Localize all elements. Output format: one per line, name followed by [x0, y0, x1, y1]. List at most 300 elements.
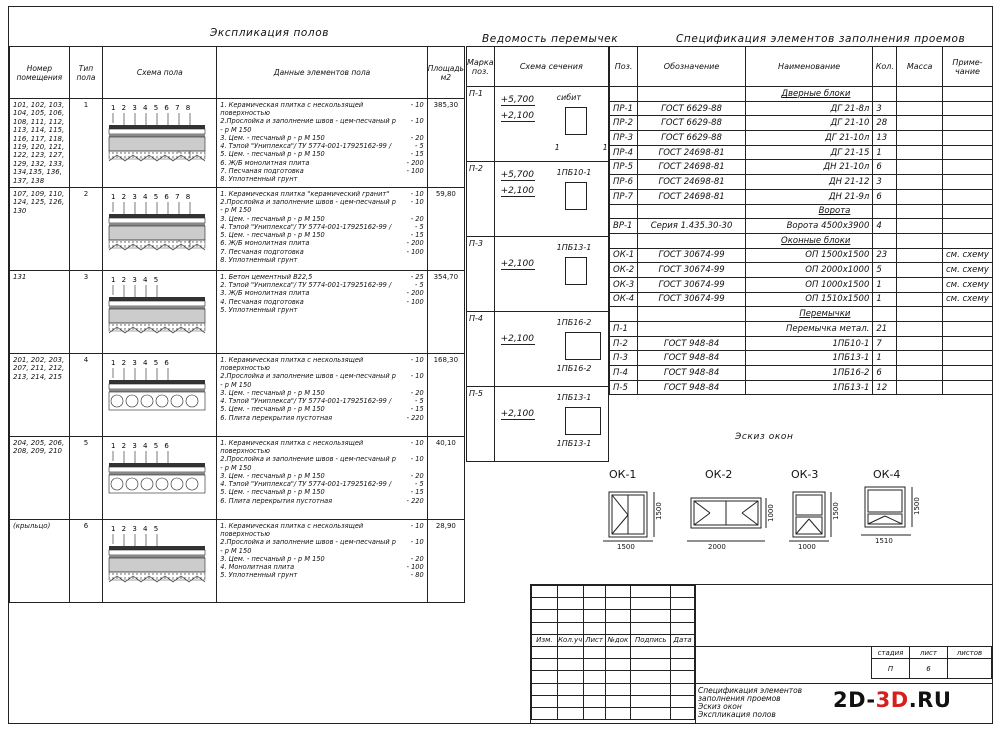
spec-name: ДН 21-9л: [745, 189, 872, 204]
floor-section-drawing: [103, 188, 215, 268]
spec-pos: ПР-2: [610, 116, 638, 131]
spec-note: [942, 336, 992, 351]
spec-note: [942, 175, 992, 190]
spec-header-qty: Кол.: [873, 47, 897, 87]
floor-element-line: [220, 239, 423, 247]
floor-section-drawing: [103, 437, 215, 517]
floor-element-line: [220, 298, 423, 306]
floor-type: 2: [69, 187, 103, 270]
spec-empty: [897, 307, 943, 322]
lintels-title: Ведомость перемычек: [482, 33, 619, 45]
window-ok1-height: 1500: [655, 502, 663, 520]
spec-code: ГОСТ 948-84: [638, 380, 746, 395]
spec-row: [610, 322, 993, 337]
spec-mass: [897, 366, 943, 381]
floor-section-drawing: [103, 271, 215, 351]
floor-rooms: 131: [10, 270, 70, 353]
floor-element-text: 3. Ж/Б монолитная плита: [220, 289, 310, 298]
title-block-stage: [871, 646, 992, 679]
floor-element-text: 5. Цем. - песчаный р - р М 150: [220, 488, 325, 497]
spec-mass: [897, 189, 943, 204]
stamp-col-label: Кол.уч: [557, 634, 583, 646]
spec-empty: [638, 204, 746, 219]
lintel-level: +5,700: [500, 95, 534, 105]
floor-element-value: - 80: [410, 571, 424, 580]
lintel-scheme: [494, 312, 608, 387]
spec-mass: [897, 380, 943, 395]
floor-element-text: 1. Керамическая плитка с нескользящей поверхностью: [220, 521, 364, 539]
floor-elements: [217, 187, 427, 270]
spec-pos: П-3: [610, 351, 638, 366]
floor-layer-numbers: 1 2 3 4 5: [111, 524, 161, 533]
spec-name: ДГ 21-10л: [745, 131, 872, 146]
floor-element-line: [220, 414, 423, 422]
spec-pos: ОК-4: [610, 292, 638, 307]
floor-element-line: [220, 389, 423, 397]
logo-accent-part: 3D: [875, 688, 909, 712]
spec-pos: П-5: [610, 380, 638, 395]
spec-note: [942, 145, 992, 160]
lintel-label: 1ПБ16-2: [556, 318, 592, 327]
floor-element-line: [220, 289, 423, 297]
floor-row: [10, 436, 465, 519]
floor-elements: [217, 353, 427, 436]
floor-element-text: 1. Керамическая плитка с нескользящей поверхностью: [220, 438, 364, 456]
sheets-value: [948, 659, 992, 679]
floor-element-text: 2.Прослойка и заполнение швов - цем-песчаный р - р М 150: [220, 455, 396, 472]
spec-code: ГОСТ 948-84: [638, 351, 746, 366]
window-ok2-height: 1000: [767, 504, 775, 522]
spec-pos: П-1: [610, 322, 638, 337]
floor-element-value: - 220: [406, 496, 424, 505]
floor-element-text: 4. Тэпой "Униплекса"/ ТУ 5774-001-17925162-99 /: [220, 480, 392, 489]
floor-element-text: 2.Прослойка и заполнение швов - цем-песчаный р - р М 150: [220, 538, 396, 555]
floors-header-type: Тип пола: [69, 47, 103, 99]
floor-element-value: - 10: [410, 538, 424, 547]
spec-empty: [942, 233, 992, 248]
floor-element-line: [220, 555, 423, 563]
window-ok3-width: 1000: [798, 543, 816, 551]
floor-element-line: [220, 455, 423, 471]
lintel-section-box: [565, 182, 587, 210]
floor-element-value: - 10: [410, 189, 424, 198]
floor-element-value: - 100: [406, 166, 424, 175]
floor-element-text: 3. Цем. - песчаный р - р М 150: [220, 388, 325, 397]
spec-mass: [897, 336, 943, 351]
floor-element-line: [220, 150, 423, 158]
spec-qty: 28: [873, 116, 897, 131]
floor-element-text: 1. Бетон цементный В22,5: [220, 272, 313, 281]
spec-code: Серия 1.435.30-30: [638, 219, 746, 234]
floor-element-line: [220, 571, 423, 579]
spec-row: [610, 189, 993, 204]
floor-element-line: [220, 397, 423, 405]
spec-note: см. схему: [942, 277, 992, 292]
spec-qty: 6: [873, 366, 897, 381]
window-ok3-height: 1500: [832, 502, 840, 520]
spec-name: ДГ 21-8л: [745, 101, 872, 116]
floor-rooms: 204, 205, 206, 208, 209, 210: [10, 436, 70, 519]
floor-element-value: - 5: [415, 480, 424, 489]
floor-element-text: 3. Цем. - песчаный р - р М 150: [220, 471, 325, 480]
spec-note: [942, 160, 992, 175]
floors-header-elements: Данные элементов пола: [217, 47, 427, 99]
floor-element-line: [220, 306, 423, 314]
floor-element-text: 2.Прослойка и заполнение швов - цем-песчаный р - р М 150: [220, 372, 396, 389]
floor-element-value: - 5: [415, 222, 424, 231]
spec-note: [942, 366, 992, 381]
spec-row: [610, 160, 993, 175]
lintel-scheme: [494, 87, 608, 162]
floor-element-text: 5. Цем. - песчаный р - р М 150: [220, 231, 325, 240]
spec-empty: [897, 87, 943, 102]
window-ok4-width: 1510: [875, 537, 893, 545]
spec-mass: [897, 263, 943, 278]
lintel-extra-label: 1: [602, 143, 608, 152]
spec-code: [638, 322, 746, 337]
floor-element-value: - 20: [410, 214, 424, 223]
spec-code: ГОСТ 30674-99: [638, 277, 746, 292]
stamp-col-label: Лист: [583, 634, 605, 646]
lintel-mark: П-2: [467, 162, 495, 237]
spec-note: см. схему: [942, 248, 992, 263]
spec-note: [942, 351, 992, 366]
spec-empty: [638, 307, 746, 322]
spec-code: ГОСТ 6629-88: [638, 116, 746, 131]
spec-qty: 5: [873, 263, 897, 278]
spec-qty: 1: [873, 351, 897, 366]
spec-qty: 3: [873, 175, 897, 190]
floor-layer-numbers: 1 2 3 4 5 6 7 8: [111, 104, 193, 112]
spec-mass: [897, 292, 943, 307]
floor-row: [10, 353, 465, 436]
spec-row: [610, 116, 993, 131]
floor-section-drawing: [103, 354, 215, 434]
lintel-mark: П-4: [467, 312, 495, 387]
spec-pos: ОК-2: [610, 263, 638, 278]
floor-area: 385,30: [427, 99, 464, 188]
sheet-value: 6: [910, 659, 948, 679]
floor-element-line: [220, 472, 423, 480]
floor-element-text: 8. Уплотненный грунт: [220, 175, 298, 184]
spec-pos: ВР-1: [610, 219, 638, 234]
floor-element-line: [220, 198, 423, 214]
spec-row: [610, 292, 993, 307]
lintel-level: +2,100: [500, 409, 534, 419]
spec-header-pos: Поз.: [610, 47, 638, 87]
floors-header-scheme: Схема пола: [103, 47, 217, 99]
spec-title: Спецификация элементов заполнения проемов: [676, 33, 966, 45]
floor-element-value: - 100: [406, 297, 424, 306]
floor-element-value: - 5: [415, 397, 424, 406]
logo-part: 2D-: [833, 688, 876, 712]
floor-element-line: [220, 256, 423, 264]
floor-scheme: [103, 270, 217, 353]
spec-qty: 3: [873, 101, 897, 116]
lintel-section-box: [565, 257, 587, 285]
lintel-row: [467, 312, 609, 387]
floor-area: 354,70: [427, 270, 464, 353]
floor-element-value: - 10: [410, 101, 424, 109]
spec-row: [610, 351, 993, 366]
spec-section-row: [610, 233, 993, 248]
window-label-ok3: ОК-3: [791, 468, 819, 481]
window-ok4-shape: [865, 487, 905, 527]
spec-note: см. схему: [942, 263, 992, 278]
floor-element-value: - 10: [410, 455, 424, 464]
floor-element-line: [220, 497, 423, 505]
floor-element-line: [220, 273, 423, 281]
floor-element-line: [220, 215, 423, 223]
floor-element-value: - 200: [406, 158, 424, 167]
floor-element-text: 3. Цем. - песчаный р - р М 150: [220, 214, 325, 223]
floor-element-value: - 20: [410, 554, 424, 563]
lintel-label: сибит: [556, 93, 582, 102]
lintel-label: 1ПБ10-1: [556, 168, 592, 177]
floor-element-value: - 15: [410, 231, 424, 240]
lintel-level: +2,100: [500, 186, 534, 196]
floor-element-text: 5. Цем. - песчаный р - р М 150: [220, 405, 325, 414]
spec-pos: ПР-6: [610, 175, 638, 190]
floor-element-text: 3. Цем. - песчаный р - р М 150: [220, 554, 325, 563]
floor-element-line: [220, 190, 423, 198]
floor-element-value: - 15: [410, 405, 424, 414]
spec-mass: [897, 219, 943, 234]
spec-note: [942, 131, 992, 146]
lintel-label: 1ПБ13-1: [556, 243, 592, 252]
floor-element-text: 4. Песчаная подготовка: [220, 297, 304, 306]
floor-element-text: 2.Прослойка и заполнение швов - цем-песчаный р - р М 150: [220, 198, 396, 215]
spec-name: ОП 1000х1500: [745, 277, 872, 292]
spec-note: см. схему: [942, 292, 992, 307]
window-label-ok1: ОК-1: [609, 468, 637, 481]
spec-mass: [897, 101, 943, 116]
spec-code: ГОСТ 30674-99: [638, 248, 746, 263]
floor-area: 59,80: [427, 187, 464, 270]
stamp-col-label: №док: [605, 634, 631, 646]
floor-elements: [217, 270, 427, 353]
site-logo[interactable]: [833, 688, 951, 712]
spec-header-code: Обозначение: [638, 47, 746, 87]
spec-row: [610, 263, 993, 278]
spec-qty: 6: [873, 160, 897, 175]
spec-empty: [897, 233, 943, 248]
floor-element-line: [220, 134, 423, 142]
spec-name: ДГ 21-15: [745, 145, 872, 160]
spec-name: 1ПБ16-2: [745, 366, 872, 381]
floor-element-text: 5. Цем. - песчаный р - р М 150: [220, 150, 325, 159]
spec-name: ДН 21-10л: [745, 160, 872, 175]
spec-row: [610, 336, 993, 351]
floor-row: [10, 270, 465, 353]
floor-element-line: [220, 405, 423, 413]
spec-section-title: Ворота: [745, 204, 872, 219]
floor-element-text: 3. Цем. - песчаный р - р М 150: [220, 133, 325, 142]
windows-title: Эскиз окон: [735, 432, 794, 442]
floor-element-text: 4. Тэпой "Униплекса"/ ТУ 5774-001-17925162-99 /: [220, 142, 392, 151]
spec-mass: [897, 277, 943, 292]
spec-qty: 1: [873, 292, 897, 307]
spec-pos: П-4: [610, 366, 638, 381]
floor-element-text: 1. Керамическая плитка "керамический гранит": [220, 189, 390, 198]
floor-element-text: 4. Монолитная плита: [220, 563, 295, 572]
spec-qty: 12: [873, 380, 897, 395]
spec-code: ГОСТ 6629-88: [638, 131, 746, 146]
spec-mass: [897, 160, 943, 175]
spec-row: [610, 131, 993, 146]
spec-qty: 6: [873, 189, 897, 204]
lintel-extra-label: 1ПБ13-1: [556, 439, 592, 448]
floor-element-value: - 5: [415, 142, 424, 151]
lintel-mark: П-1: [467, 87, 495, 162]
window-label-ok2: ОК-2: [705, 468, 733, 481]
spec-empty: [873, 233, 897, 248]
floor-rooms: (крыльцо): [10, 519, 70, 602]
spec-empty: [942, 307, 992, 322]
spec-qty: 1: [873, 145, 897, 160]
spec-note: [942, 189, 992, 204]
lintel-section-box: [565, 332, 601, 360]
spec-qty: 1: [873, 277, 897, 292]
window-label-ok4: ОК-4: [873, 468, 901, 481]
lintels-header-scheme: Схема сечения: [494, 47, 608, 87]
floor-element-value: - 10: [410, 355, 424, 364]
spec-row: [610, 175, 993, 190]
spec-code: ГОСТ 948-84: [638, 366, 746, 381]
logo-part: .RU: [908, 688, 952, 712]
lintel-extra-label: 1ПБ16-2: [556, 364, 592, 373]
floor-element-value: - 10: [410, 438, 424, 447]
floor-row: [10, 519, 465, 602]
sheet-title-line: Эскиз окон: [698, 701, 742, 711]
spec-empty: [638, 87, 746, 102]
floor-element-value: - 10: [410, 198, 424, 207]
spec-row: [610, 380, 993, 395]
spec-pos: ОК-3: [610, 277, 638, 292]
floor-type: 1: [69, 99, 103, 188]
floor-element-line: [220, 167, 423, 175]
spec-code: ГОСТ 30674-99: [638, 263, 746, 278]
floor-layer-numbers: 1 2 3 4 5 6: [111, 358, 172, 367]
lintel-scheme: [494, 162, 608, 237]
spec-qty: 4: [873, 219, 897, 234]
floor-element-text: 4. Тэпой "Униплекса"/ ТУ 5774-001-17925162-99 /: [220, 397, 392, 406]
spec-empty: [897, 204, 943, 219]
spec-row: [610, 366, 993, 381]
spec-empty: [873, 307, 897, 322]
lintel-row: [467, 87, 609, 162]
lintel-row: [467, 387, 609, 462]
spec-mass: [897, 351, 943, 366]
floor-element-text: 6. Плита перекрытия пустотная: [220, 413, 333, 422]
floor-element-value: - 15: [410, 488, 424, 497]
floor-element-line: [220, 372, 423, 388]
floor-element-value: - 20: [410, 388, 424, 397]
floor-element-text: 1. Керамическая плитка с нескользящей поверхностью: [220, 101, 364, 118]
floor-type: 3: [69, 270, 103, 353]
spec-mass: [897, 248, 943, 263]
floor-type: 5: [69, 436, 103, 519]
spec-name: Перемычка метал.: [745, 322, 872, 337]
lintel-mark: П-5: [467, 387, 495, 462]
floor-row: [10, 187, 465, 270]
floor-element-value: - 220: [406, 413, 424, 422]
floor-element-text: 6. Плита перекрытия пустотная: [220, 496, 333, 505]
spec-row: [610, 219, 993, 234]
floor-element-line: [220, 281, 423, 289]
spec-empty: [610, 307, 638, 322]
floor-section-drawing: [103, 520, 215, 600]
spec-name: ДГ 21-10: [745, 116, 872, 131]
spec-qty: 21: [873, 322, 897, 337]
floor-element-value: - 10: [410, 372, 424, 381]
floor-row: [10, 99, 465, 188]
lintel-label: 1ПБ13-1: [556, 393, 592, 402]
stamp-col-label: Дата: [671, 634, 695, 646]
sheet-header: лист: [910, 647, 948, 659]
spec-name: 1ПБ10-1: [745, 336, 872, 351]
floor-element-value: - 20: [410, 471, 424, 480]
lintel-section-box: [565, 107, 587, 135]
window-ok4-height: 1500: [913, 497, 921, 515]
sheet-title-line: заполнения проемов: [698, 693, 781, 703]
floor-element-text: 6. Ж/Б монолитная плита: [220, 239, 310, 248]
spec-empty: [873, 87, 897, 102]
spec-empty: [942, 204, 992, 219]
floor-layer-numbers: 1 2 3 4 5 6: [111, 441, 172, 450]
spec-empty: [610, 233, 638, 248]
floor-element-line: [220, 538, 423, 554]
spec-qty: 7: [873, 336, 897, 351]
floor-scheme: [103, 187, 217, 270]
floor-area: 28,90: [427, 519, 464, 602]
lintel-level: +2,100: [500, 111, 534, 121]
spec-qty: 13: [873, 131, 897, 146]
floor-scheme: [103, 436, 217, 519]
floor-element-value: - 100: [406, 563, 424, 572]
spec-name: ОП 1510х1500: [745, 292, 872, 307]
stage-header: стадия: [872, 647, 910, 659]
floor-element-text: 8. Уплотненный грунт: [220, 255, 298, 264]
floor-element-text: 6. Ж/Б монолитная плита: [220, 158, 310, 167]
floor-element-text: 2. Тэпой "Униплекса"/ ТУ 5774-001-17925162-99 /: [220, 281, 392, 290]
spec-mass: [897, 116, 943, 131]
spec-note: [942, 322, 992, 337]
floor-element-line: [220, 101, 423, 117]
spec-row: [610, 101, 993, 116]
lintel-row: [467, 162, 609, 237]
lintels-header-mark: Марка поз.: [467, 47, 495, 87]
stamp-col-label: Подпись: [631, 634, 671, 646]
floors-title: Экспликация полов: [210, 27, 330, 39]
floor-type: 4: [69, 353, 103, 436]
spec-code: ГОСТ 24698-81: [638, 160, 746, 175]
spec-name: 1ПБ13-1: [745, 351, 872, 366]
lintel-mark: П-3: [467, 237, 495, 312]
spec-name: ОП 2000х1000: [745, 263, 872, 278]
spec-name: ДН 21-12: [745, 175, 872, 190]
floor-layer-numbers: 1 2 3 4 5: [111, 275, 161, 284]
floor-element-line: [220, 117, 423, 133]
floor-elements: [217, 519, 427, 602]
lintel-scheme: [494, 387, 608, 462]
floor-elements: [217, 436, 427, 519]
sheet-title-line: Спецификация элементов: [698, 686, 803, 695]
spec-code: ГОСТ 24698-81: [638, 189, 746, 204]
title-block-revisions: [531, 585, 695, 720]
sheet-title-line: Экспликация полов: [698, 709, 776, 719]
stage-value: П: [872, 659, 910, 679]
